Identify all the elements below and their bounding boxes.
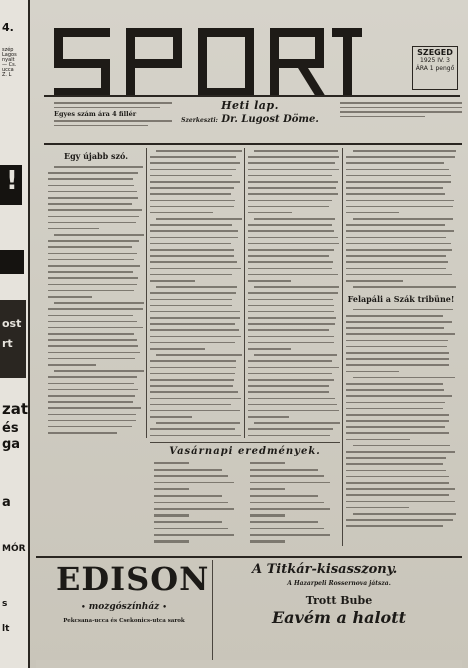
text-line [346, 156, 455, 158]
text-line [156, 150, 242, 152]
text-line [150, 348, 205, 350]
text-line [248, 224, 332, 226]
text-line [150, 373, 235, 375]
text-line [248, 385, 329, 387]
text-line [150, 156, 236, 158]
text-line [346, 333, 455, 335]
text-line [346, 175, 451, 177]
result-row [250, 482, 330, 484]
result-row [250, 521, 318, 523]
text-line [248, 280, 291, 282]
titkar-star: Trott Bube [305, 594, 373, 607]
text-line [156, 354, 242, 356]
text-line [48, 178, 133, 180]
text-line [248, 230, 334, 232]
text-line [150, 317, 240, 319]
result-row [250, 488, 285, 490]
text-line [346, 364, 449, 366]
strip-text: ga [2, 437, 21, 452]
text-line [150, 212, 213, 214]
text-line [346, 346, 447, 348]
text-line [48, 246, 132, 248]
text-line [346, 212, 399, 214]
column-divider [244, 148, 245, 438]
text-line [248, 323, 335, 325]
text-line [248, 379, 334, 381]
result-row [154, 514, 189, 516]
text-line [48, 228, 99, 230]
titkar-star-line [216, 594, 462, 607]
editor-line [180, 114, 320, 125]
titkar-title: A Titkár-kisasszony. [252, 562, 398, 577]
text-line [48, 277, 138, 279]
result-row [154, 495, 222, 497]
text-line [150, 305, 232, 307]
text-line [156, 218, 242, 220]
result-row [250, 502, 324, 504]
text-line [248, 187, 336, 189]
ads-rule [36, 556, 462, 558]
text-line [346, 193, 445, 195]
column-1-headline: Egy újabb szó. [63, 151, 129, 161]
result-row [154, 462, 189, 464]
text-line [54, 370, 144, 372]
masthead-rule [44, 95, 460, 97]
text-line [48, 364, 96, 366]
strip-text: lt [2, 624, 10, 634]
result-row [154, 534, 234, 536]
text-line [150, 416, 192, 418]
result-row [250, 469, 318, 471]
edison-ad [38, 560, 210, 658]
text-line [346, 327, 444, 329]
text-line [48, 383, 134, 385]
column-4-text-top [346, 150, 456, 288]
strip-text: ! [6, 166, 18, 196]
text-line [48, 240, 139, 242]
text-line [150, 255, 234, 257]
text-line [346, 371, 399, 373]
text-line [248, 200, 332, 202]
result-row [154, 482, 234, 484]
text-line [254, 150, 339, 152]
edison-title: EDISON [56, 560, 210, 598]
issue-price: ÁRA 1 pengő [415, 65, 455, 72]
text-line [346, 358, 449, 360]
price-notice [54, 102, 172, 131]
text-line [248, 373, 332, 375]
text-line [150, 224, 232, 226]
text-line [150, 249, 234, 251]
text-line [248, 404, 337, 406]
text-line [346, 432, 449, 434]
result-row [250, 495, 318, 497]
subheader [48, 99, 462, 141]
text-line [346, 340, 448, 342]
text-line [150, 169, 236, 171]
text-line [150, 268, 241, 270]
text-line [48, 352, 140, 354]
text-line [48, 327, 143, 329]
text-line [150, 237, 238, 239]
result-row [250, 475, 324, 477]
text-line [48, 253, 137, 255]
text-line [48, 222, 136, 224]
text-line [48, 376, 137, 378]
edison-subtitle: • mozgószínház • [81, 602, 167, 612]
text-line [48, 426, 132, 428]
article-column-2 [150, 148, 242, 438]
column-2-text [150, 150, 242, 436]
text-line [150, 243, 231, 245]
text-line [346, 414, 449, 416]
text-line [150, 404, 231, 406]
result-row [250, 508, 330, 510]
text-line [48, 308, 143, 310]
text-line [346, 408, 443, 410]
edison-sub-text: mozgószínház [88, 602, 160, 612]
result-row [154, 528, 228, 530]
text-line [248, 255, 329, 257]
text-line [346, 206, 453, 208]
titkar-ad [216, 560, 462, 660]
ads-divider [212, 560, 213, 660]
text-line [346, 243, 451, 245]
text-line [346, 274, 452, 276]
text-line [48, 407, 141, 409]
text-line [150, 261, 237, 263]
result-row [154, 469, 222, 471]
text-line [248, 317, 336, 319]
text-line [48, 265, 140, 267]
text-line [346, 352, 449, 354]
text-line [346, 280, 403, 282]
result-row [154, 475, 228, 477]
text-line [248, 261, 333, 263]
text-line [150, 428, 235, 430]
text-line [150, 181, 240, 183]
text-line [346, 395, 452, 397]
text-line [248, 348, 291, 350]
text-line [346, 255, 446, 257]
text-line [248, 398, 335, 400]
text-line [248, 175, 332, 177]
text-line [48, 321, 137, 323]
text-line [346, 261, 448, 263]
result-row [250, 528, 324, 530]
text-line [346, 187, 443, 189]
text-line [150, 206, 234, 208]
text-line [346, 200, 454, 202]
results-subcolumn [250, 462, 338, 547]
text-line [150, 367, 236, 369]
text-line [254, 218, 336, 220]
text-line [346, 439, 410, 441]
text-line [346, 268, 446, 270]
text-line [150, 193, 231, 195]
strip-text: rt [2, 337, 13, 350]
text-line [150, 323, 235, 325]
text-line [150, 292, 236, 294]
text-line [346, 237, 446, 239]
text-line [150, 410, 240, 412]
text-line [346, 249, 452, 251]
weekly-title: Heti lap. [221, 99, 279, 112]
text-line [248, 305, 334, 307]
issue-box [412, 46, 458, 90]
text-line [248, 169, 339, 171]
adjacent-page-strip: 4. szép Lagos nyalt — Cs. ucca Z. L ! ost rt zat és ga a MÓR s lt [0, 0, 30, 668]
article-column-3 [248, 148, 340, 438]
weekly-block [180, 99, 320, 125]
masthead [36, 16, 460, 106]
editor-name: Dr. Lugost Döme. [221, 114, 319, 125]
issue-city: SZEGED [417, 48, 453, 57]
result-row [154, 488, 189, 490]
column-4-headline: Felapáli a Szák tribüne! [347, 293, 455, 304]
text-line [150, 162, 240, 164]
text-line [156, 286, 238, 288]
text-line [150, 230, 238, 232]
text-line [48, 333, 134, 335]
text-line [150, 398, 241, 400]
result-row [154, 508, 234, 510]
text-line [54, 234, 144, 236]
price-label: Egyes szám ára 4 fillér [54, 110, 137, 119]
strip-text: MÓR [2, 544, 26, 554]
text-line [48, 401, 133, 403]
text-line [248, 206, 329, 208]
text-line [48, 259, 134, 261]
text-line [353, 150, 456, 152]
text-line [48, 172, 138, 174]
text-line [150, 200, 235, 202]
results-title: Vasárnapi eredmények. [169, 446, 321, 457]
text-line [48, 395, 135, 397]
text-line [48, 414, 136, 416]
text-line [48, 290, 134, 292]
page-bottom-edge [36, 660, 462, 668]
result-row [250, 540, 285, 542]
text-line [346, 224, 445, 226]
text-line [150, 336, 241, 338]
sport-logo [54, 28, 362, 102]
text-line [346, 315, 443, 317]
strip-text: ost [2, 317, 22, 330]
article-column-1 [48, 148, 144, 444]
column-3-text [248, 150, 340, 436]
text-line [346, 181, 451, 183]
text-line [248, 435, 330, 437]
titkar-feature: Eavém a halott [271, 608, 406, 627]
text-line [48, 345, 138, 347]
text-line [346, 389, 444, 391]
text-line [48, 209, 142, 211]
text-line [48, 284, 137, 286]
text-line [150, 311, 240, 313]
text-line [346, 230, 454, 232]
text-line [346, 420, 449, 422]
column-1-text [48, 166, 144, 434]
text-line [150, 299, 232, 301]
text-line [346, 162, 444, 164]
edison-address: Pekcsana-ucca és Csekonics-utca sarok [63, 618, 185, 624]
text-line [48, 203, 132, 205]
text-line [48, 191, 137, 193]
text-line [248, 162, 335, 164]
result-row [250, 462, 285, 464]
text-line [346, 426, 445, 428]
text-line [150, 379, 234, 381]
strip-text: 4. [2, 21, 14, 34]
strip-text: s [2, 599, 8, 609]
text-line [48, 197, 138, 199]
text-line [248, 360, 332, 362]
issue-date: 1925 IV. 3 [420, 57, 450, 64]
text-line [248, 292, 338, 294]
text-line [346, 321, 452, 323]
results-section [150, 446, 450, 554]
text-line [150, 175, 232, 177]
text-line [346, 402, 445, 404]
text-line [248, 181, 338, 183]
result-row [154, 502, 228, 504]
text-line [150, 274, 232, 276]
strip-text: és [2, 421, 19, 436]
text-line [353, 218, 453, 220]
text-line [248, 249, 334, 251]
header-rule [44, 143, 462, 145]
text-line [248, 329, 329, 331]
text-line [248, 416, 289, 418]
text-line [248, 237, 338, 239]
text-line [150, 187, 234, 189]
text-line [48, 216, 139, 218]
text-line [248, 212, 292, 214]
results-subcolumn [154, 462, 242, 547]
text-line [346, 169, 449, 171]
text-line [248, 391, 329, 393]
text-line [48, 185, 134, 187]
text-line [248, 156, 339, 158]
text-line [48, 271, 133, 273]
text-line [150, 360, 236, 362]
text-line [248, 243, 339, 245]
text-line [248, 336, 334, 338]
text-line [353, 286, 456, 288]
text-line [54, 302, 144, 304]
text-line [248, 268, 332, 270]
text-line [150, 391, 238, 393]
text-line [248, 342, 334, 344]
text-line [248, 311, 334, 313]
result-row [154, 540, 189, 542]
strip-text: zat [2, 400, 29, 418]
text-line [248, 193, 338, 195]
text-line [150, 342, 235, 344]
text-line [54, 166, 143, 168]
text-line [48, 315, 133, 317]
text-line [150, 435, 241, 437]
text-line [346, 383, 443, 385]
text-line [156, 422, 241, 424]
text-line [48, 339, 137, 341]
strip-text: a [2, 495, 11, 510]
editor-label: Szerkeszti: [181, 117, 218, 124]
text-line [150, 329, 239, 331]
text-line [248, 410, 339, 412]
text-line [48, 358, 135, 360]
text-line [48, 389, 138, 391]
text-line [48, 420, 136, 422]
text-line [150, 385, 233, 387]
text-line [248, 299, 333, 301]
text-line [150, 280, 195, 282]
result-row [250, 534, 330, 536]
text-line [48, 296, 92, 298]
text-line [254, 286, 340, 288]
text-line [248, 428, 333, 430]
text-line [254, 422, 340, 424]
text-line [353, 377, 455, 379]
text-line [248, 274, 338, 276]
text-line [48, 432, 117, 434]
titkar-subtitle: A Hazarpeli Rossernova játsza. [287, 580, 391, 587]
column-divider [146, 148, 147, 438]
result-row [250, 514, 285, 516]
text-line [254, 354, 338, 356]
result-row [154, 521, 222, 523]
text-line [248, 367, 339, 369]
text-line [353, 309, 453, 311]
subscription-notice [340, 102, 462, 120]
